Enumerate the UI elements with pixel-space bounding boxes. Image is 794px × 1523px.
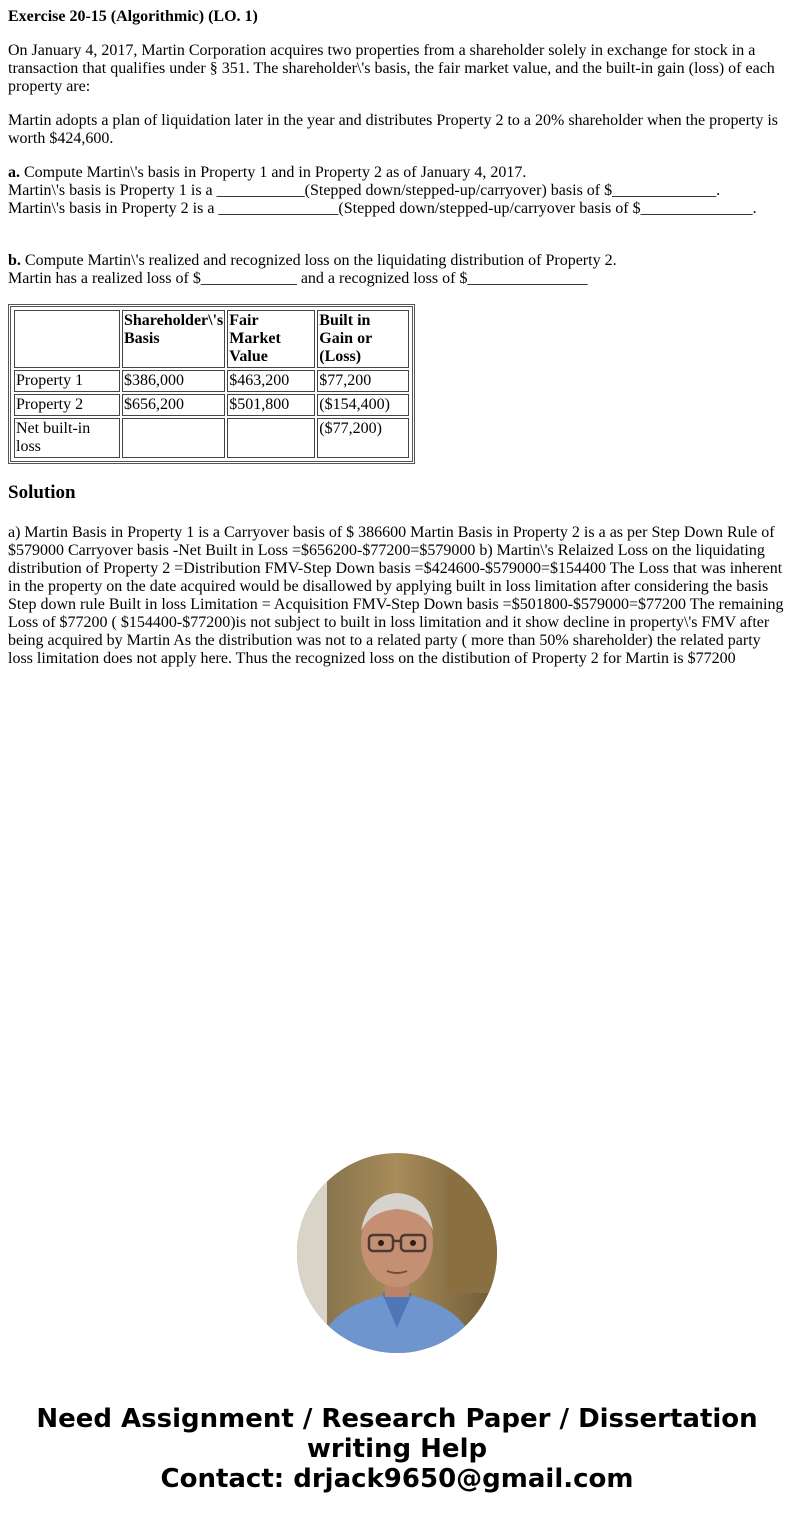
exercise-intro: On January 4, 2017, Martin Corporation acquires two properties from a shareholder solely in exchange for stock in a transaction that qualifies under § 351. The shareholder\'s basis, the fair market value, and the built-in gain (loss) of each property are: <box>8 42 775 95</box>
part-a-line2: Martin\'s basis in Property 2 is a _______________(Stepped down/stepped-up/carryover basis of $______________. <box>8 200 757 217</box>
exercise-title: Exercise 20-15 (Algorithmic) (LO. 1) <box>8 8 258 25</box>
promo-line1: Need Assignment / Research Paper / Dissertation <box>36 1404 758 1434</box>
table-cell: $77,200 <box>317 370 409 392</box>
part-b-line1: Martin has a realized loss of $____________ and a recognized loss of $_______________ <box>8 270 588 287</box>
promo-banner <box>0 1404 794 1494</box>
table-cell <box>227 418 315 458</box>
solution-heading: Solution <box>8 482 76 503</box>
table-cell <box>122 418 225 458</box>
table-cell: $463,200 <box>227 370 315 392</box>
promo-contact: Contact: drjack9650@gmail.com <box>160 1464 634 1494</box>
part-b-prompt-line <box>8 252 786 270</box>
part-a-prompt-line <box>8 164 786 182</box>
solution-text: a) Martin Basis in Property 1 is a Carryover basis of $ 386600 Martin Basis in Property 2 is a as per Step Down Rule of $579000 Carryover basis -Net Built in Loss =$656200-$77200=$579000 b) Martin\'s Relaized Loss on the liquidating distribution of Property 2 =Distribution FMV-Step Down basis =$424600-$579000=$154400 The Loss that was inherent in the property on the date acquired would be disallowed by applying built in loss limitation after considering the basis Step down rule Built in loss Limitation = Acquisition FMV-Step Down basis =$501800-$579000=$77200 The remaining Loss of $77200 ( $154400-$77200)is not subject to built in loss limitation and it show decline in property\'s FMV after being acquired by Martin As the distribution was not to a related party ( more than 50% shareholder) the related party loss limitation does not apply here. Thus the recognized loss on the distibution of Property 2 for Martin is $77200 <box>8 524 784 667</box>
table-header-row <box>14 310 409 368</box>
tutor-avatar <box>297 1153 497 1353</box>
table-cell: Net built-in loss <box>14 418 120 458</box>
part-b <box>8 252 786 288</box>
table-cell: Property 2 <box>14 394 120 416</box>
property-table <box>8 304 415 464</box>
part-a-line1: Martin\'s basis is Property 1 is a ___________(Stepped down/stepped-up/carryover) basis of $_____________. <box>8 182 721 199</box>
part-a-label: a. <box>8 164 20 181</box>
part-a <box>8 164 786 218</box>
table-header-cell <box>14 310 120 368</box>
table-header-cell: Built in Gain or (Loss) <box>317 310 409 368</box>
table-cell: ($77,200) <box>317 418 409 458</box>
document-content <box>8 8 786 668</box>
tutor-portrait-image <box>297 1153 497 1353</box>
table-row <box>14 394 409 416</box>
table-row <box>14 418 409 458</box>
part-b-prompt: Compute Martin\'s realized and recognized loss on the liquidating distribution of Property 2. <box>24 252 617 269</box>
table-cell: $386,000 <box>122 370 225 392</box>
promo-line2: writing Help <box>306 1434 488 1464</box>
table-cell: $501,800 <box>227 394 315 416</box>
table-cell: Property 1 <box>14 370 120 392</box>
table-cell: $656,200 <box>122 394 225 416</box>
table-row <box>14 370 409 392</box>
exercise-plan: Martin adopts a plan of liquidation later in the year and distributes Property 2 to a 20% shareholder when the property is worth $424,600. <box>8 112 779 147</box>
table-header-cell: Fair Market Value <box>227 310 315 368</box>
table-header-cell: Shareholder\'s Basis <box>122 310 225 368</box>
part-a-prompt: Compute Martin\'s basis in Property 1 and in Property 2 as of January 4, 2017. <box>24 164 527 181</box>
part-b-label: b. <box>8 252 21 269</box>
table-cell: ($154,400) <box>317 394 409 416</box>
